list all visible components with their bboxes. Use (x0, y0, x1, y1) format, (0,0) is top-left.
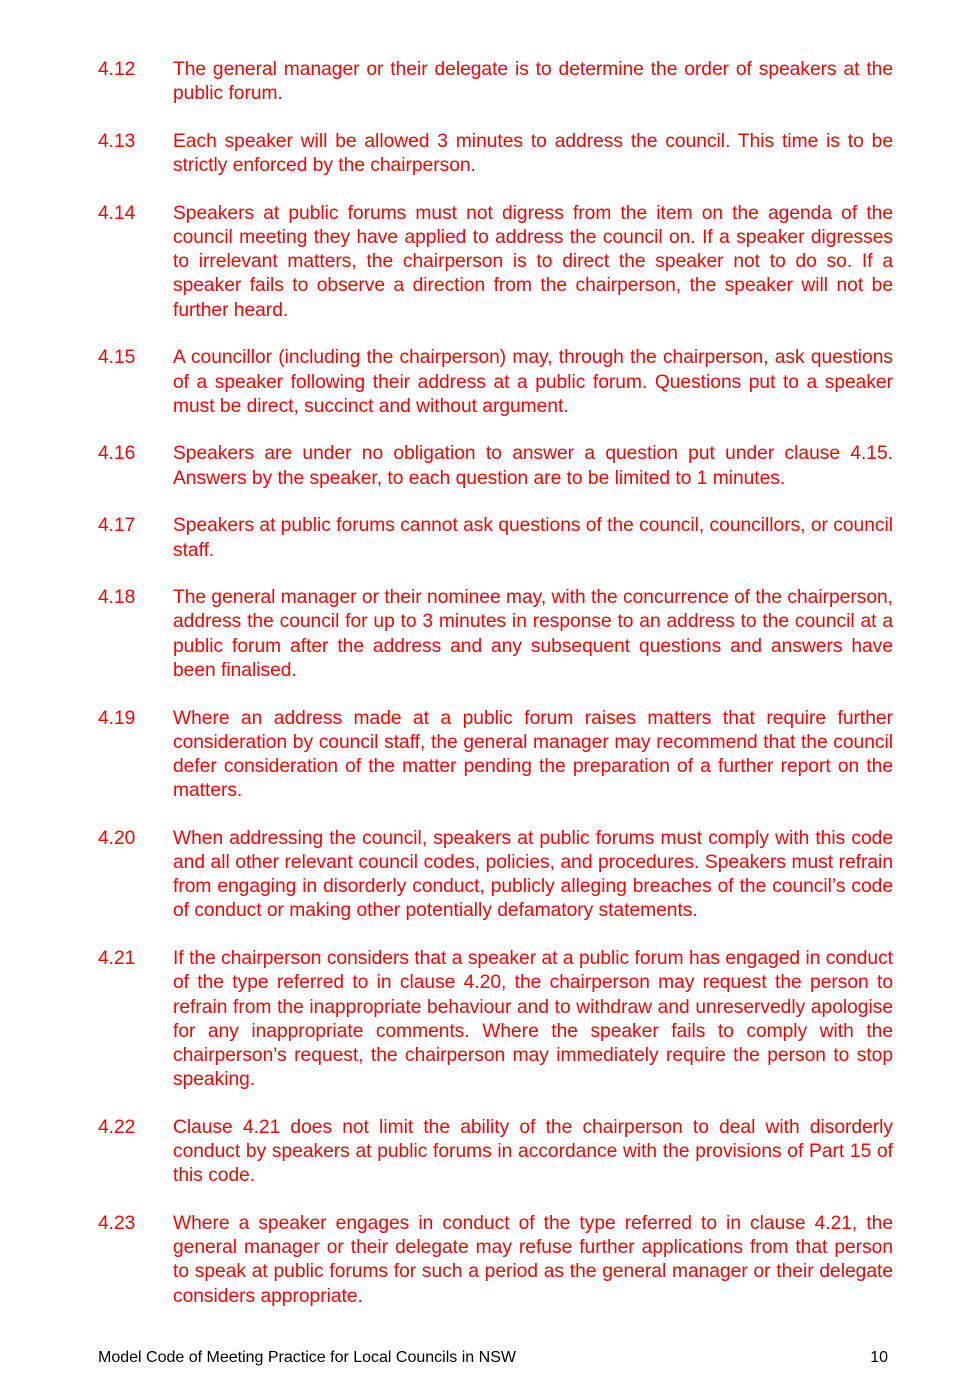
clause-text: The general manager or their nominee may, with the concurrence of the chairperson, address the council for up to 3 minutes in response to an address to the council at a public forum after the address and any subsequent questions and answers have been finalised. (173, 587, 893, 681)
clause-item (98, 586, 893, 683)
clause-item (98, 346, 893, 419)
clause-item (98, 442, 893, 490)
clause-text: If the chairperson considers that a speaker at a public forum has engaged in conduct of the type referred to in clause 4.20, the chairperson may request the person to refrain from the inappropriate behaviour and to withdraw and unreservedly apologise for any inappropriate comments. Where the speaker fails to comply with the chairperson’s request, the chairperson may immediately require the person to stop speaking. (173, 948, 893, 1091)
clause-number: 4.18 (98, 587, 136, 609)
clause-text: A councillor (including the chairperson) may, through the chairperson, ask questions of a speaker following their address at a public forum. Questions put to a speaker must be direct, succinct and without argument. (173, 347, 893, 417)
clause-item (98, 707, 893, 804)
clause-text: Speakers at public forums cannot ask questions of the council, councillors, or council staff. (173, 515, 893, 561)
clause-number: 4.14 (98, 202, 136, 224)
page-footer (98, 1348, 888, 1368)
clause-number: 4.17 (98, 515, 136, 537)
clause-number: 4.16 (98, 443, 136, 465)
clause-text: The general manager or their delegate is to determine the order of speakers at the public forum. (173, 59, 893, 105)
clause-number: 4.15 (98, 347, 136, 369)
clause-item (98, 58, 893, 106)
clause-number: 4.13 (98, 130, 136, 152)
clause-item (98, 947, 893, 1092)
clause-number: 4.20 (98, 827, 136, 849)
clause-text: Clause 4.21 does not limit the ability of the chairperson to deal with disorderly conduct by speakers at public forums in accordance with the provisions of Part 15 of this code. (173, 1116, 893, 1187)
clause-item (98, 827, 893, 924)
clause-text: Each speaker will be allowed 3 minutes to address the council. This time is to be strictly enforced by the chairperson. (173, 130, 893, 177)
clause-item (98, 1116, 893, 1189)
clause-number: 4.19 (98, 707, 136, 729)
clause-item (98, 202, 893, 323)
clause-item (98, 130, 893, 178)
clause-number: 4.23 (98, 1213, 136, 1235)
clause-text: Speakers are under no obligation to answer a question put under clause 4.15. Answers by the speaker, to each question are to be limited to 1 minutes. (173, 443, 893, 489)
clause-text: Where a speaker engages in conduct of the type referred to in clause 4.21, the general manager or their delegate may refuse further applications from that person to speak at public forums for such a period as the general manager or their delegate considers appropriate. (173, 1213, 893, 1307)
clause-text: Where an address made at a public forum raises matters that require further consideration by council staff, the general manager may recommend that the council defer consideration of the matter pending the preparation of a further report on the matters. (173, 707, 893, 802)
clause-item (98, 1212, 893, 1309)
clause-text: Speakers at public forums must not digress from the item on the agenda of the council meeting they have applied to address the council on. If a speaker digresses to irrelevant matters, the chairperson is to direct the speaker not to do so. If a speaker fails to observe a direction from the chairperson, the speaker will not be further heard. (173, 202, 893, 321)
clause-text: When addressing the council, speakers at public forums must comply with this code and all other relevant council codes, policies, and procedures. Speakers must refrain from engaging in disorderly conduct, publicly alleging breaches of the council’s code of conduct or making other potentially defamatory statements. (173, 827, 893, 922)
clause-item (98, 514, 893, 562)
clause-number: 4.21 (98, 948, 136, 970)
clause-number: 4.12 (98, 59, 136, 80)
footer-title: Model Code of Meeting Practice for Local Councils in NSW (98, 1349, 516, 1366)
page-number: 10 (870, 1349, 888, 1366)
clause-list (98, 58, 893, 1332)
clause-number: 4.22 (98, 1116, 136, 1138)
